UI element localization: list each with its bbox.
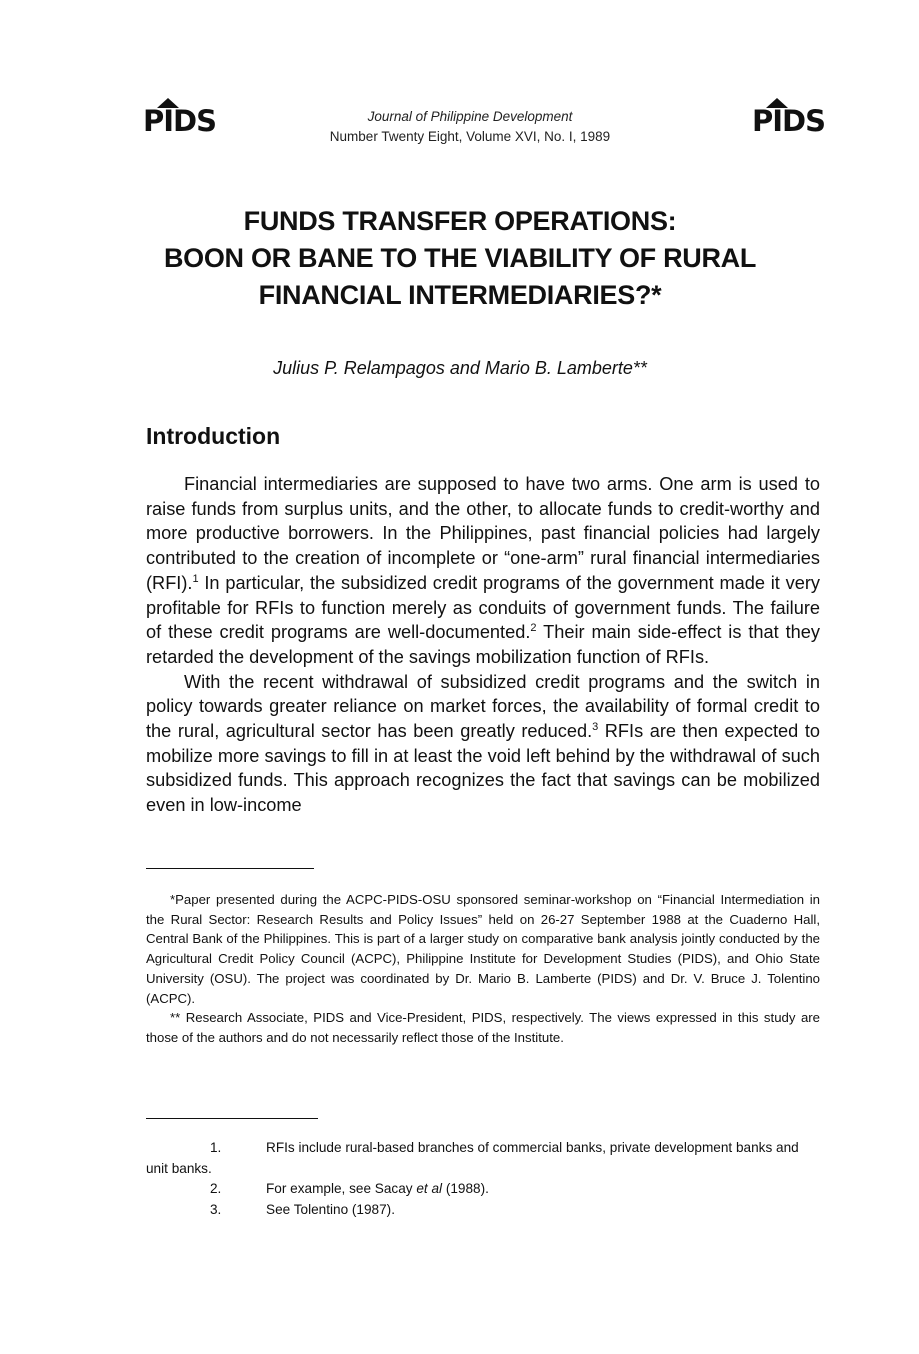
logo-text: PIDS — [752, 104, 826, 138]
footnote-divider — [146, 868, 314, 869]
footnote-text: RFIs include rural-based branches of commercial banks, private development banks and unit banks. — [146, 1140, 799, 1176]
footnote-item — [146, 1138, 820, 1179]
footnote-ref[interactable]: 1 — [192, 572, 199, 585]
pids-logo-right — [752, 104, 825, 138]
footnote-ref[interactable]: 3 — [592, 720, 599, 733]
footnote-divider — [146, 1118, 318, 1119]
body-text — [146, 472, 820, 818]
paragraph: Financial intermediaries are supposed to have two arms. One arm is used to raise funds from surplus units, and the other, to allocate funds to credit-worthy and more productive borrowers. In the Philippines, past financial policies had largely contributed to the creation of incomplete or “one-arm” rural financial intermediaries (RFI).$^1$ In particular, the subsidized credit programs of the government made it very profitable for RFIs to function merely as conduits of government funds. The failure of these credit programs are well-documented.$^2$ Their main side-effect is that they retarded the development of the savings mobilization function of RFIs. — [146, 474, 820, 667]
footnote-number: 3. — [210, 1201, 222, 1217]
authors: Julius P. Relampagos and Mario B. Lamberte** — [273, 358, 647, 378]
logo-roof-icon — [766, 98, 788, 108]
footnote-text: See Tolentino (1987). — [266, 1201, 395, 1217]
title-line: FINANCIAL INTERMEDIARIES?* — [258, 280, 662, 310]
journal-issue: Number Twenty Eight, Volume XVI, No. I, 1989 — [329, 129, 611, 144]
footnote-number: 1. — [210, 1140, 222, 1155]
logo-text: PIDS — [143, 104, 217, 138]
paragraph: With the recent withdrawal of subsidized credit programs and the switch in policy towards greater reliance on market forces, the availability of formal credit to the rural, agricultural sector has been greatly reduced.$^3$ RFIs are then expected to mobilize more savings to fill in at least the void left behind by the withdrawal of such subsidized funds. This approach recognizes the fact that savings can be mobilized even in low-income — [146, 671, 820, 816]
pids-logo-left — [143, 104, 216, 138]
title-line: FUNDS TRANSFER OPERATIONS: — [243, 206, 677, 236]
paper-title — [110, 203, 810, 314]
footnote-star: *Paper presented during the ACPC-PIDS-OSU sponsored seminar-workshop on “Financial Intermediation in the Rural Sector: Research Results and Policy Issues” held on 26-27 September 1988 at the Cuaderno Hall, Central Bank of the Philippines. This is part of a larger study on comparative bank analysis jointly conducted by the Agricultural Credit Policy Council (ACPC), Philippine Institute for Development Studies (PIDS), and Ohio State University (OSU). The project was coordinated by Dr. Mario B. Lamberte (PIDS) and Dr. V. Bruce J. Tolentino (ACPC). — [146, 892, 820, 1006]
section-heading: Introduction — [146, 423, 281, 449]
footnote-ref[interactable]: 2 — [530, 622, 537, 635]
journal-name: Journal of Philippine Development — [367, 109, 573, 124]
footnote-item — [146, 1200, 820, 1221]
footnote-double-star: ** Research Associate, PIDS and Vice-President, PIDS, respectively. The views expressed in this study are those of the authors and do not necessarily reflect those of the Institute. — [146, 1010, 820, 1045]
numbered-footnotes — [146, 1138, 820, 1220]
footnote-number: 2. — [210, 1181, 222, 1196]
author-footnotes — [146, 890, 820, 1048]
title-line: BOON OR BANE TO THE VIABILITY OF RURAL — [163, 243, 757, 273]
journal-header — [280, 107, 660, 147]
logo-roof-icon — [157, 98, 179, 108]
footnote-item: 2. For example, see Sacay et al (1988). — [146, 1179, 820, 1200]
